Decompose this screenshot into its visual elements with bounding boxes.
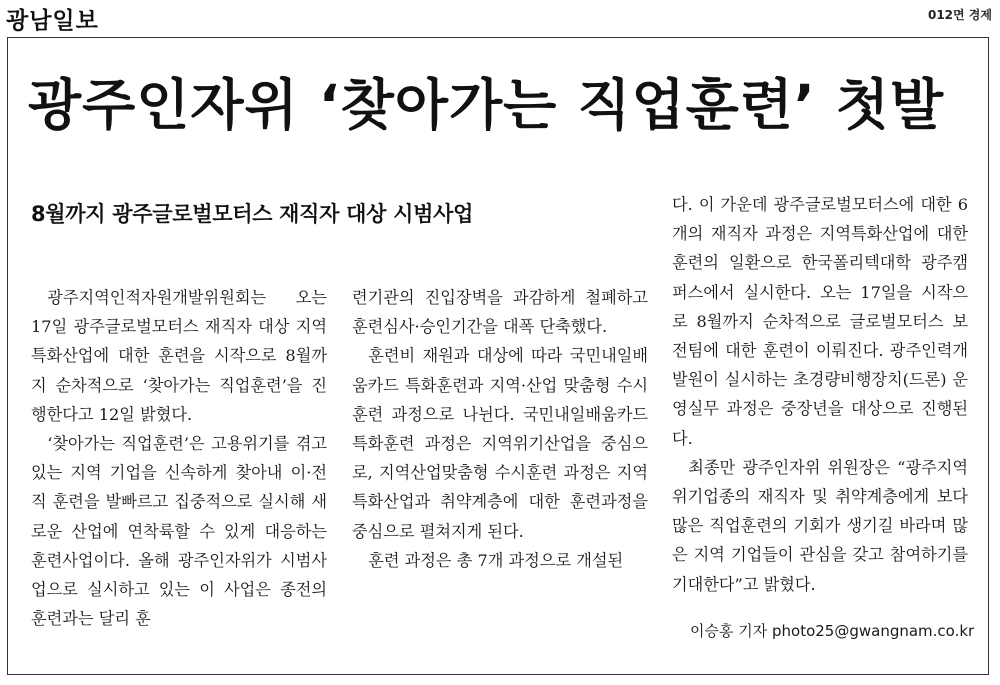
headline: 광주인자위 ‘찾아가는 직업훈련’ 첫발: [28, 73, 945, 137]
paragraph: 최종만 광주인자위 위원장은 “광주지역 위기업종의 재직자 및 취약계층에게 보다 많은 직업훈련의 기회가 생기길 바라며 많은 지역 기업들이 관심을 갖고 참여하기를 기대한다”고 밝혔다.: [672, 457, 968, 594]
paragraph: 광주지역인적자원개발위원회는 오는 17일 광주글로벌모터스 재직자 대상 지역특화산업에 대한 훈련을 시작으로 8월까지 순차적으로 ‘찾아가는 직업훈련’을 진행한다고 12일 밝혔다.: [31, 288, 327, 424]
page-section-info: 012면 경제: [927, 8, 992, 22]
paragraph: 훈련 과정은 총 7개 과정으로 개설된: [368, 550, 624, 570]
paragraph: ‘찾아가는 직업훈련’은 고용위기를 겪고 있는 지역 기업을 신속하게 찾아내 이·전직 훈련을 발빠르고 집중적으로 실시해 새로운 산업에 연착륙할 수 있게 대응하는 훈련사업이다. 올해 광주인자위가 시범사업으로 실시하고 있는 이 사업은 종전의 훈련과는 달리 훈: [31, 434, 327, 629]
paragraph: 련기관의 진입장벽을 과감하게 철폐하고 훈련심사·승인기간을 대폭 단축했다.: [352, 288, 648, 337]
paragraph: 훈련비 재원과 대상에 따라 국민내일배움카드 특화훈련과 지역·산업 맞춤형 수시훈련 과정으로 나뉜다. 국민내일배움카드 특화훈련 과정은 지역위기산업을 중심으로, 지역산업맞춤형 수시훈련 과정은 지역특화산업과 취약계층에 대한 훈련과정을 중심으로 펼쳐지게 된다.: [352, 346, 648, 541]
newspaper-name: 광남일보: [6, 8, 99, 34]
article-column-3: [672, 190, 968, 599]
article-column-1: [31, 283, 327, 633]
masthead: [0, 0, 1000, 34]
byline: 이승홍 기자 photo25@gwangnam.co.kr: [690, 622, 975, 640]
paragraph: 다. 이 가운데 광주글로벌모터스에 대한 6개의 재직자 과정은 지역특화산업에 대한 훈련의 일환으로 한국폴리텍대학 광주캠퍼스에서 실시한다. 오는 17일을 시작으로 8월까지 순차적으로 글로벌모터스 보전팀에 대한 훈련이 이뤄진다. 광주인력개발원이 실시하는 초경량비행장치(드론) 운영실무 과정은 중장년을 대상으로 진행된다.: [672, 195, 968, 448]
article-column-2: [352, 283, 648, 575]
subheadline: 8월까지 광주글로벌모터스 재직자 대상 시범사업: [31, 202, 474, 226]
